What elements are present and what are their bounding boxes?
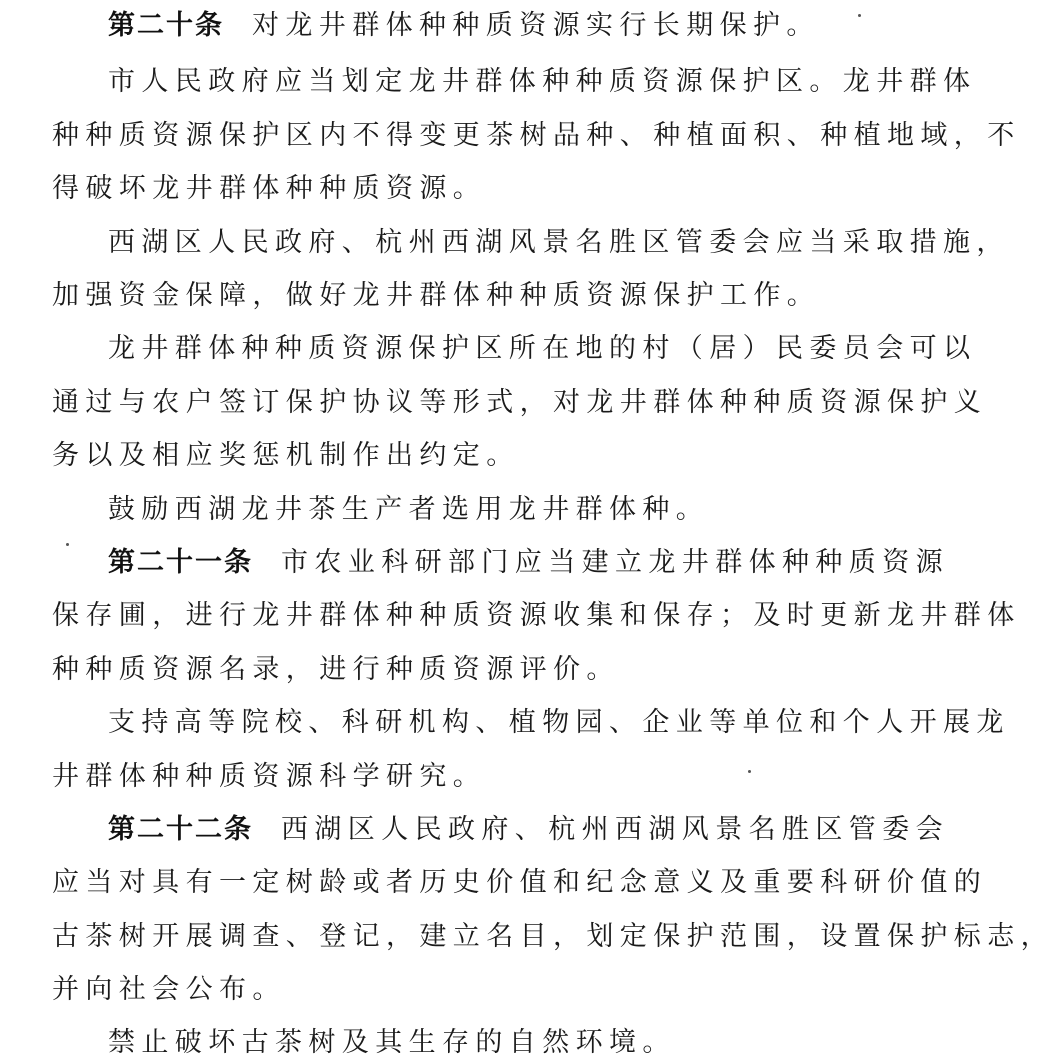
scan-speck — [66, 543, 69, 546]
paragraph-line: 禁止破坏古茶树及其生存的自然环境。 — [108, 1027, 676, 1058]
paragraph-line: 市农业科研部门应当建立龙井群体种种质资源 — [281, 547, 949, 578]
scan-speck — [858, 14, 861, 17]
paragraph-line: 种种质资源名录，进行种质资源评价。 — [52, 654, 620, 685]
paragraph-line: 保存圃，进行龙井群体种种质资源收集和保存；及时更新龙井群体 — [52, 600, 1021, 631]
paragraph-line: 井群体种种质资源科学研究。 — [52, 761, 487, 792]
paragraph-line: 对龙井群体种种质资源实行长期保护。 — [252, 10, 820, 41]
article-22-heading-line — [108, 810, 949, 850]
article-number: 第二十二条 — [108, 814, 253, 845]
scan-speck — [748, 770, 751, 773]
paragraph-line: 龙井群体种种质资源保护区所在地的村（居）民委员会可以 — [108, 333, 977, 364]
paragraph-line: 加强资金保障，做好龙井群体种种质资源保护工作。 — [52, 280, 821, 311]
paragraph-line: 通过与农户签订保护协议等形式，对龙井群体种种质资源保护义 — [52, 387, 988, 418]
paragraph-line: 市人民政府应当划定龙井群体种种质资源保护区。龙井群体 — [108, 66, 977, 97]
paragraph-line: 鼓励西湖龙井茶生产者选用龙井群体种。 — [108, 494, 710, 525]
article-21-heading-line — [108, 543, 949, 583]
paragraph-line: 并向社会公布。 — [52, 974, 286, 1005]
article-number: 第二十条 — [108, 10, 224, 41]
paragraph-line: 务以及相应奖惩机制作出约定。 — [52, 440, 520, 471]
paragraph-line: 得破坏龙井群体种种质资源。 — [52, 173, 487, 204]
paragraph-line: 古茶树开展调查、登记，建立名目，划定保护范围，设置保护标志， — [52, 921, 1054, 952]
paragraph-line: 应当对具有一定树龄或者历史价值和纪念意义及重要科研价值的 — [52, 867, 988, 898]
article-20-heading-line — [108, 6, 842, 46]
paragraph-line: 种种质资源保护区内不得变更茶树品种、种植面积、种植地域，不 — [52, 120, 1021, 151]
paragraph-line: 支持高等院校、科研机构、植物园、企业等单位和个人开展龙 — [108, 707, 1010, 738]
article-number: 第二十一条 — [108, 547, 253, 578]
paragraph-line: 西湖区人民政府、杭州西湖风景名胜区管委会 — [281, 814, 949, 845]
paragraph-line: 西湖区人民政府、杭州西湖风景名胜区管委会应当采取措施， — [108, 227, 1010, 258]
